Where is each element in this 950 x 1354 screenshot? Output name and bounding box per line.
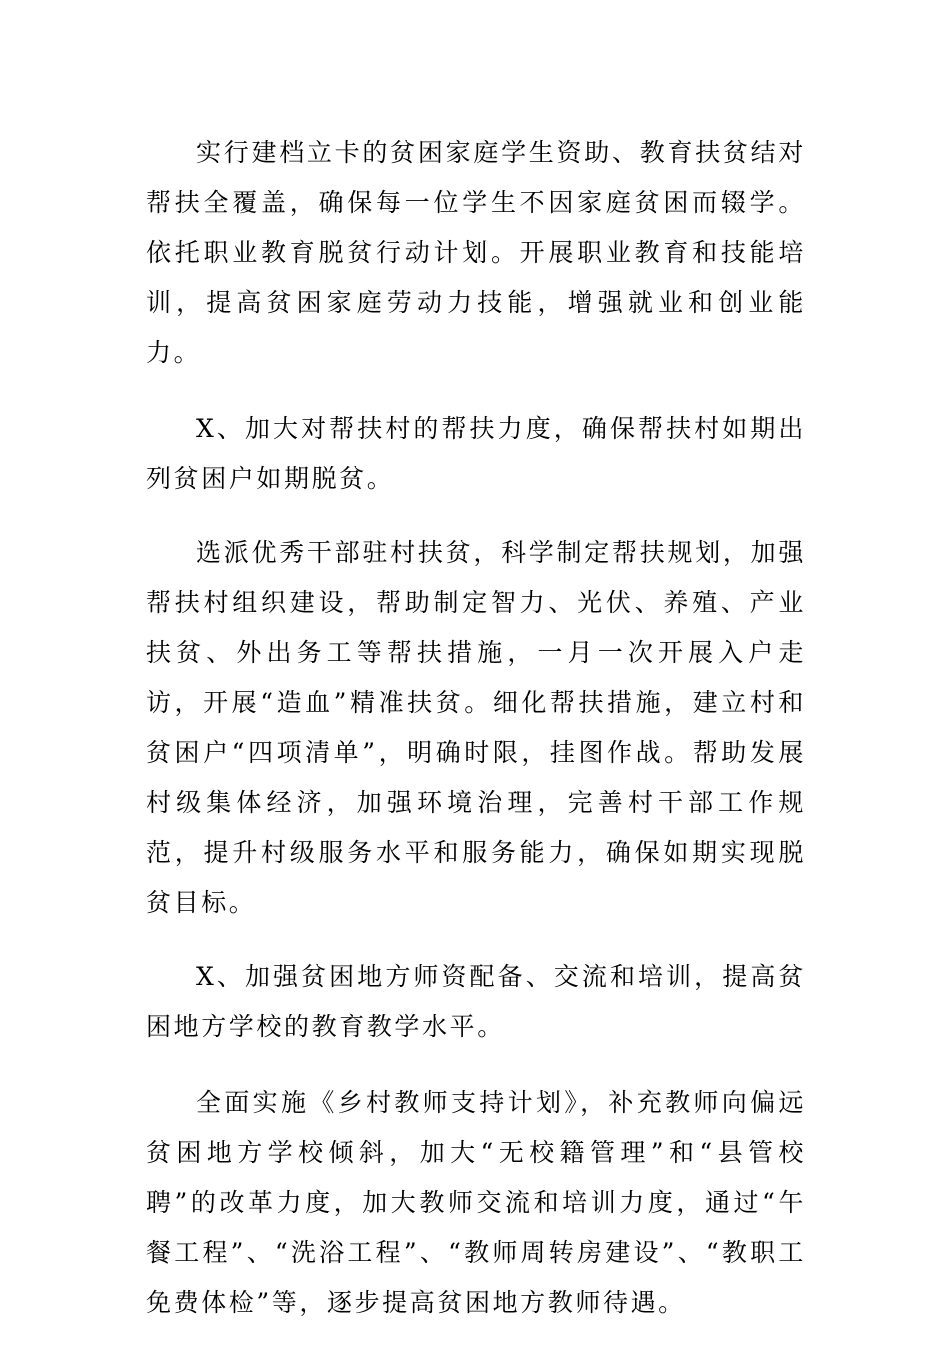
paragraph-rural-teacher-plan: 全面实施《乡村教师支持计划》，补充教师向偏远贫困地方学校倾斜，加大“无校籍管理”和“县管校聘”的改革力度，加大教师交流和培训力度，通过“午餐工程”、“洗浴工程”、“教师周转房建设”、“教职工免费体检”等，逐步提高贫困地方教师待遇。	[146, 1088, 806, 1317]
paragraph-student-aid: 实行建档立卡的贫困家庭学生资助、教育扶贫结对帮扶全覆盖，确保每一位学生不因家庭贫困而辍学。依托职业教育脱贫行动计划。开展职业教育和技能培训，提高贫困家庭劳动力技能，增强就业和创业能力。	[146, 138, 806, 367]
paragraph-heading-village-support: X、加大对帮扶村的帮扶力度，确保帮扶村如期出列贫困户如期脱贫。	[146, 414, 806, 493]
document-page	[146, 128, 806, 1354]
paragraph-heading-teacher-staffing: X、加强贫困地方师资配备、交流和培训，提高贫困地方学校的教育教学水平。	[146, 962, 806, 1041]
paragraph-village-measures: 选派优秀干部驻村扶贫，科学制定帮扶规划，加强帮扶村组织建设，帮助制定智力、光伏、养殖、产业扶贫、外出务工等帮扶措施，一月一次开展入户走访，开展“造血”精准扶贫。细化帮扶措施，建立村和贫困户“四项清单”，明确时限，挂图作战。帮助发展村级集体经济，加强环境治理，完善村干部工作规范，提升村级服务水平和服务能力，确保如期实现脱贫目标。	[146, 538, 806, 917]
